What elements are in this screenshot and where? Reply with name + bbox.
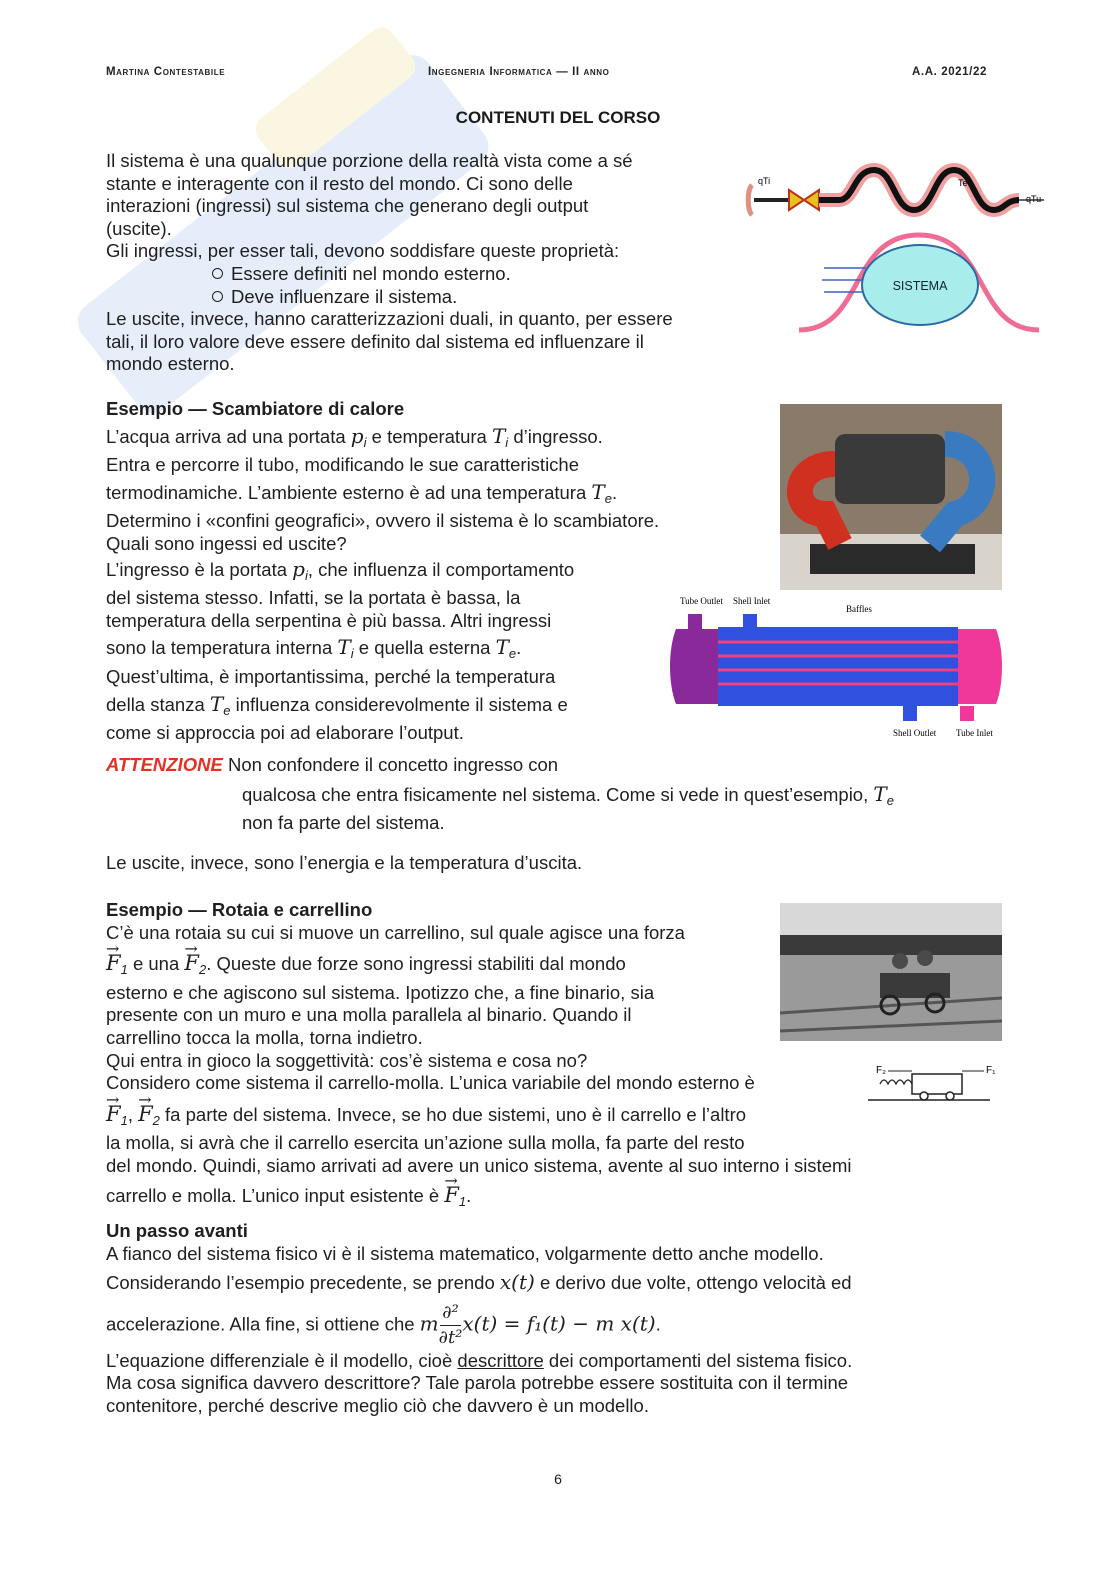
math-sub: 2 <box>198 962 207 978</box>
text: della stanza <box>106 693 210 715</box>
label-tube-inlet: Tube Inlet <box>956 728 993 738</box>
text-line <box>106 558 746 588</box>
text-line: interazioni (ingressi) sul sistema che generano degli output <box>106 195 589 217</box>
text-line: mondo esterno. <box>106 353 235 375</box>
text-line: carrellino tocca la molla, torna indietro. <box>106 1026 423 1048</box>
text: dei comportamenti del sistema fisico. <box>543 1349 853 1371</box>
text-line: contenitore, perché descrive meglio ciò che davvero è un modello. <box>106 1394 649 1416</box>
text-line: presente con un muro e una molla parallela al binario. Quando il <box>106 1004 632 1026</box>
label-qtu: qTu <box>1026 194 1042 204</box>
math-expr: x(t) = f₁(t) − m x(t) <box>462 1311 656 1336</box>
math-sub: e <box>223 702 231 718</box>
text-line <box>106 481 746 511</box>
section-title: CONTENUTI DEL CORSO <box>455 108 661 127</box>
text: L’equazione differenziale è il modello, cioè <box>106 1349 458 1371</box>
math-var: m <box>419 1311 439 1336</box>
text: , <box>127 1103 139 1125</box>
label-baffles: Baffles <box>846 604 872 614</box>
text: accelerazione. Alla fine, si ottiene che <box>106 1313 420 1335</box>
bullet-item <box>106 263 746 286</box>
underlined-term: descrittore <box>457 1349 544 1371</box>
text-line <box>106 783 986 813</box>
math-sub: 2 <box>152 1112 160 1128</box>
text-line: Entra e percorre il tubo, modificando le sue caratteristiche <box>106 454 580 476</box>
text-line: tali, il loro valore deve essere definito dal sistema ed influenzare il <box>106 330 644 352</box>
text-line: stante e interagente con il resto del mondo. Ci sono delle <box>106 172 573 194</box>
text-line <box>106 425 746 455</box>
text-line: del mondo. Quindi, siamo arrivati ad avere un unico sistema, avente al suo interno i sistemi <box>106 1154 852 1176</box>
heat-exchanger-photo <box>780 404 1002 590</box>
math-var: T <box>337 635 351 660</box>
math-sub: i <box>304 567 308 583</box>
text: L’ingresso è la portata <box>106 558 293 580</box>
text: Considerando l’esempio precedente, se prendo <box>106 1272 500 1294</box>
vector-var: → F <box>444 1184 459 1207</box>
text: Non confondere il concetto ingresso con <box>222 754 559 775</box>
fraction <box>439 1301 463 1350</box>
text-line: temperatura della serpentina è più bassa. Altri ingressi <box>106 609 552 631</box>
text: . <box>516 637 522 659</box>
text: e quella esterna <box>353 637 496 659</box>
text-line: esterno e che agiscono sul sistema. Ipotizzo che, a fine binario, sia <box>106 981 655 1003</box>
text-line: (uscite). <box>106 217 172 239</box>
text: sono la temperatura interna <box>106 637 338 659</box>
math-expr: x(t) <box>499 1270 535 1295</box>
math-sub: e <box>508 646 517 662</box>
label-te: Te <box>958 178 968 188</box>
math-sub: i <box>363 434 367 450</box>
text-line <box>106 754 986 777</box>
text-line <box>106 636 746 666</box>
text: . <box>655 1313 661 1335</box>
text: . Queste due forze sono ingressi stabiliti dal mondo <box>206 953 626 975</box>
text: fa parte del sistema. Invece, se ho due sistemi, uno è il carrello e l’altro <box>159 1103 747 1125</box>
text: e temperatura <box>366 425 492 447</box>
cart-spring-diagram <box>866 1060 1000 1106</box>
system-label: SISTEMA <box>892 279 948 293</box>
text-line: Le uscite, invece, hanno caratterizzazioni duali, in quanto, per essere <box>106 308 673 330</box>
text-line <box>106 693 746 723</box>
bullet-text: Deve influenzare il sistema. <box>231 285 458 307</box>
label-shell-inlet: Shell Inlet <box>733 596 771 606</box>
math-var: p <box>350 423 364 448</box>
label-tube-outlet: Tube Outlet <box>680 596 723 606</box>
example-heat-exchanger <box>106 398 746 745</box>
text-line <box>106 1350 986 1373</box>
text-line: A fianco del sistema fisico vi è il sistema matematico, volgarmente detto anche modello. <box>106 1242 824 1264</box>
text-line: del sistema stesso. Infatti, se la portata è bassa, la <box>106 587 521 609</box>
text-line: come si approccia poi ad elaborare l’output. <box>106 722 464 744</box>
math-sub: i <box>350 646 354 662</box>
text-line: C’è una rotaia su cui si muove un carrellino, sul quale agisce una forza <box>106 921 685 943</box>
header-course: Ingegneria Informatica — II anno <box>428 66 610 78</box>
label-qti: qTi <box>758 176 771 186</box>
math-sub: i <box>505 434 509 450</box>
math-sub: e <box>886 792 894 808</box>
shell-tube-diagram <box>668 594 1004 746</box>
math-var: T <box>591 479 605 504</box>
rail-cart-photo <box>780 903 1002 1041</box>
math-var: T <box>209 691 224 716</box>
attention-note <box>106 754 986 835</box>
math-var: T <box>495 635 509 660</box>
text: e derivo due volte, ottengo velocità ed <box>534 1272 852 1294</box>
text-line: la molla, si avrà che il carrello esercita un’azione sulla molla, fa parte del resto <box>106 1132 745 1154</box>
text: termodinamiche. L’ambiente esterno è ad una temperatura <box>106 481 592 503</box>
math-var: T <box>873 781 887 806</box>
text-line: Determino i «confini geografici», ovvero il sistema è lo scambiatore. <box>106 510 660 532</box>
header-author: Martina Contestabile <box>106 66 226 78</box>
fraction-numerator: ∂² <box>440 1301 461 1326</box>
vector-var: → F <box>106 952 121 975</box>
text: qualcosa che entra fisicamente nel sistema. Come si vede in quest’esempio, <box>242 783 874 805</box>
math-sub: 1 <box>120 1112 128 1128</box>
bullet-item <box>106 286 746 309</box>
example-heading: Un passo avanti <box>106 1220 248 1241</box>
vector-var: → F <box>184 952 199 975</box>
text-line: Ma cosa significa davvero descrittore? Tale parola potrebbe essere sostituita con il termine <box>106 1372 849 1394</box>
text-line <box>106 1103 966 1133</box>
math-sub: e <box>604 490 612 506</box>
outputs-line: Le uscite, invece, sono l’energia e la temperatura d’uscita. <box>106 852 583 873</box>
example-heading: Esempio — Rotaia e carrellino <box>106 899 373 920</box>
example-heading: Esempio — Scambiatore di calore <box>106 398 405 419</box>
text-line <box>106 1184 966 1214</box>
page-number: 6 <box>554 1471 562 1487</box>
math-var: T <box>491 423 506 448</box>
section-step-forward <box>106 1220 986 1418</box>
text-line: Il sistema è una qualunque porzione della realtà vista come a sé <box>106 150 633 171</box>
vector-var: → F <box>138 1103 153 1126</box>
text: , che influenza il comportamento <box>307 558 575 580</box>
header-year: A.A. 2021/22 <box>912 66 987 78</box>
text: influenza considerevolmente il sistema e <box>230 693 568 715</box>
text: L’acqua arriva ad una portata <box>106 425 351 447</box>
vector-var: → F <box>106 1103 121 1126</box>
label-shell-outlet: Shell Outlet <box>893 728 937 738</box>
text: e una <box>127 953 185 975</box>
text: d’ingresso. <box>508 425 603 447</box>
math-var: p <box>292 556 305 581</box>
label-f2: F₂ <box>876 1065 886 1076</box>
text-line: Quali sono ingessi ed uscite? <box>106 532 347 554</box>
system-diagram <box>744 160 1054 340</box>
intro-paragraph <box>106 150 746 376</box>
bullet-text: Essere definiti nel mondo esterno. <box>231 262 511 284</box>
circle-bullet-icon <box>212 268 223 279</box>
text-line: Gli ingressi, per esser tali, devono soddisfare queste proprietà: <box>106 240 620 262</box>
text-line: Quest’ultima, è importantissima, perché la temperatura <box>106 665 556 687</box>
text-line <box>106 1271 986 1295</box>
math-sub: 1 <box>120 962 128 978</box>
fraction-denominator: ∂t² <box>438 1326 463 1348</box>
text: carrello e molla. L’unico input esistente è <box>106 1184 445 1206</box>
text: . <box>466 1184 472 1206</box>
text-line: non fa parte del sistema. <box>242 812 445 834</box>
text-line: Qui entra in gioco la soggettività: cos’è sistema e cosa no? <box>106 1049 588 1071</box>
circle-bullet-icon <box>212 291 223 302</box>
label-f1: F₁ <box>986 1065 996 1076</box>
text-line: Considero come sistema il carrello-molla. L’unica variabile del mondo esterno è <box>106 1072 755 1094</box>
text-line <box>106 1301 986 1350</box>
attention-label: ATTENZIONE <box>106 754 223 775</box>
math-sub: 1 <box>458 1193 467 1209</box>
text: . <box>611 481 618 503</box>
